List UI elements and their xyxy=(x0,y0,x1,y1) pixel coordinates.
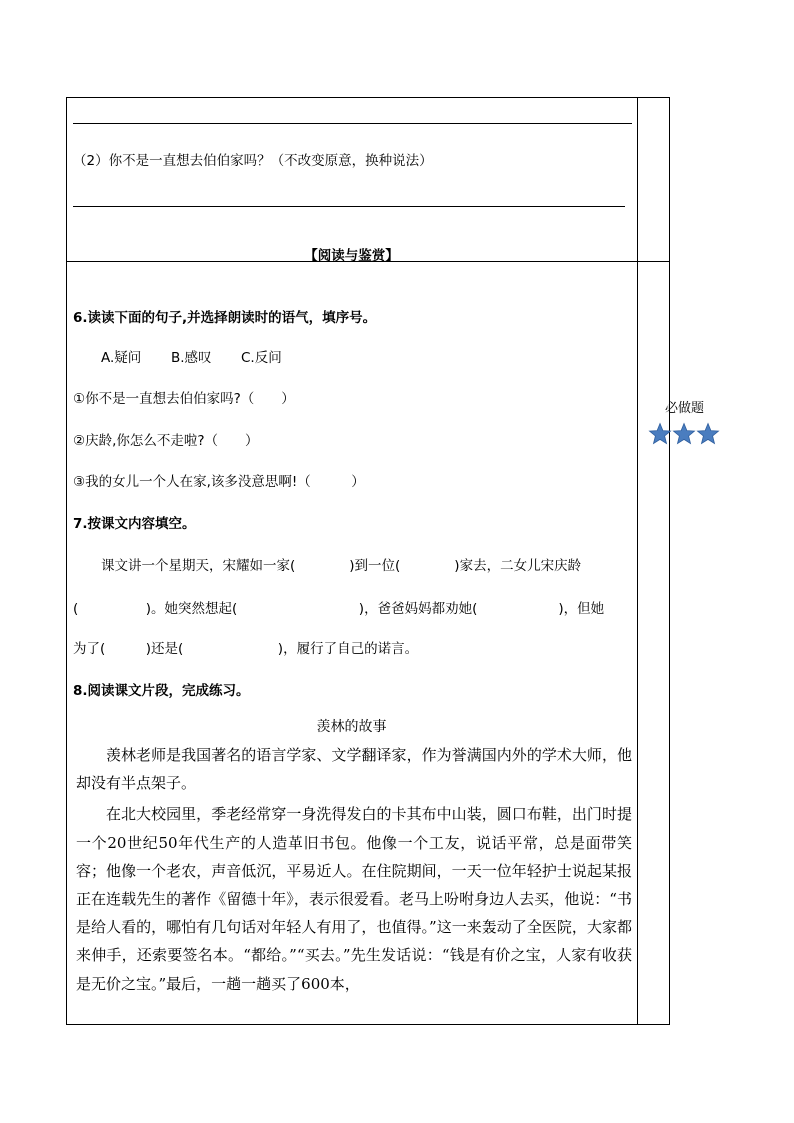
passage-paragraph-2: 在北大校园里，季老经常穿一身洗得发白的卡其布中山装，圆口布鞋，出门时提一个20世纪50年代生产的人造革旧书包。他像一个工友，说话平常，总是面带笑容；他像一个老农，声音低沉，平易近人。在住院期间，一天一位年轻护士说起某报正在连载先生的著作《留德十年》，表示很爱看。老马上吩咐身边人去买，他说：“书是给人看的，哪怕有几句话对年轻人有用了，也值得。”这一来轰动了全医院，大家都来伸手，还索要签名本。“都给。”“买去。”先生发话说：“钱是有价之宝，人家有收获是无价之宝。”最后，一趟一趟买了600本， xyxy=(76,805,632,993)
passage-paragraph-1: 羡林老师是我国著名的语言学家、文学翻译家，作为誉满国内外的学术大师，他却没有半点架子。 xyxy=(76,746,632,793)
q6-item-3: ③我的女儿一个人在家,该多没意思啊!（ ） xyxy=(73,474,365,490)
answer-line-1 xyxy=(73,123,632,124)
q6-option-b: B.感叹 xyxy=(171,350,212,366)
answer-line-2 xyxy=(73,206,625,207)
passage-title: 羡林的故事 xyxy=(316,719,387,735)
q6-option-c: C.反问 xyxy=(241,350,282,366)
passage-body xyxy=(76,741,632,998)
q7-line-2: ( )。她突然想起( )，爸爸妈妈都劝她( )，但她 xyxy=(73,601,605,617)
star-icon xyxy=(696,421,720,447)
rewrite-question: （2）你不是一直想去伯伯家吗？（不改变原意，换种说法） xyxy=(73,153,433,169)
section-title: 【阅读与鉴赏】 xyxy=(304,248,399,264)
q6-item-2: ②庆龄,你怎么不走啦?（ ） xyxy=(73,433,259,449)
star-icon xyxy=(648,421,672,447)
q7-line-3: 为了( )还是( )，履行了自己的诺言。 xyxy=(73,641,419,657)
q8-prompt: 8.阅读课文片段，完成练习。 xyxy=(73,683,250,699)
q7-line-1: 课文讲一个星期天，宋耀如一家( )到一位( )家去，二女儿宋庆龄 xyxy=(101,558,582,574)
q7-prompt: 7.按课文内容填空。 xyxy=(73,516,196,532)
q6-option-a: A.疑问 xyxy=(101,350,142,366)
star-icon xyxy=(672,421,696,447)
q6-prompt: 6.读读下面的句子,并选择朗读时的语气，填序号。 xyxy=(73,310,377,326)
difficulty-stars xyxy=(648,421,722,449)
difficulty-label: 必做题 xyxy=(664,401,704,416)
q6-item-1: ①你不是一直想去伯伯家吗?（ ） xyxy=(73,391,295,407)
column-divider xyxy=(637,97,638,1025)
